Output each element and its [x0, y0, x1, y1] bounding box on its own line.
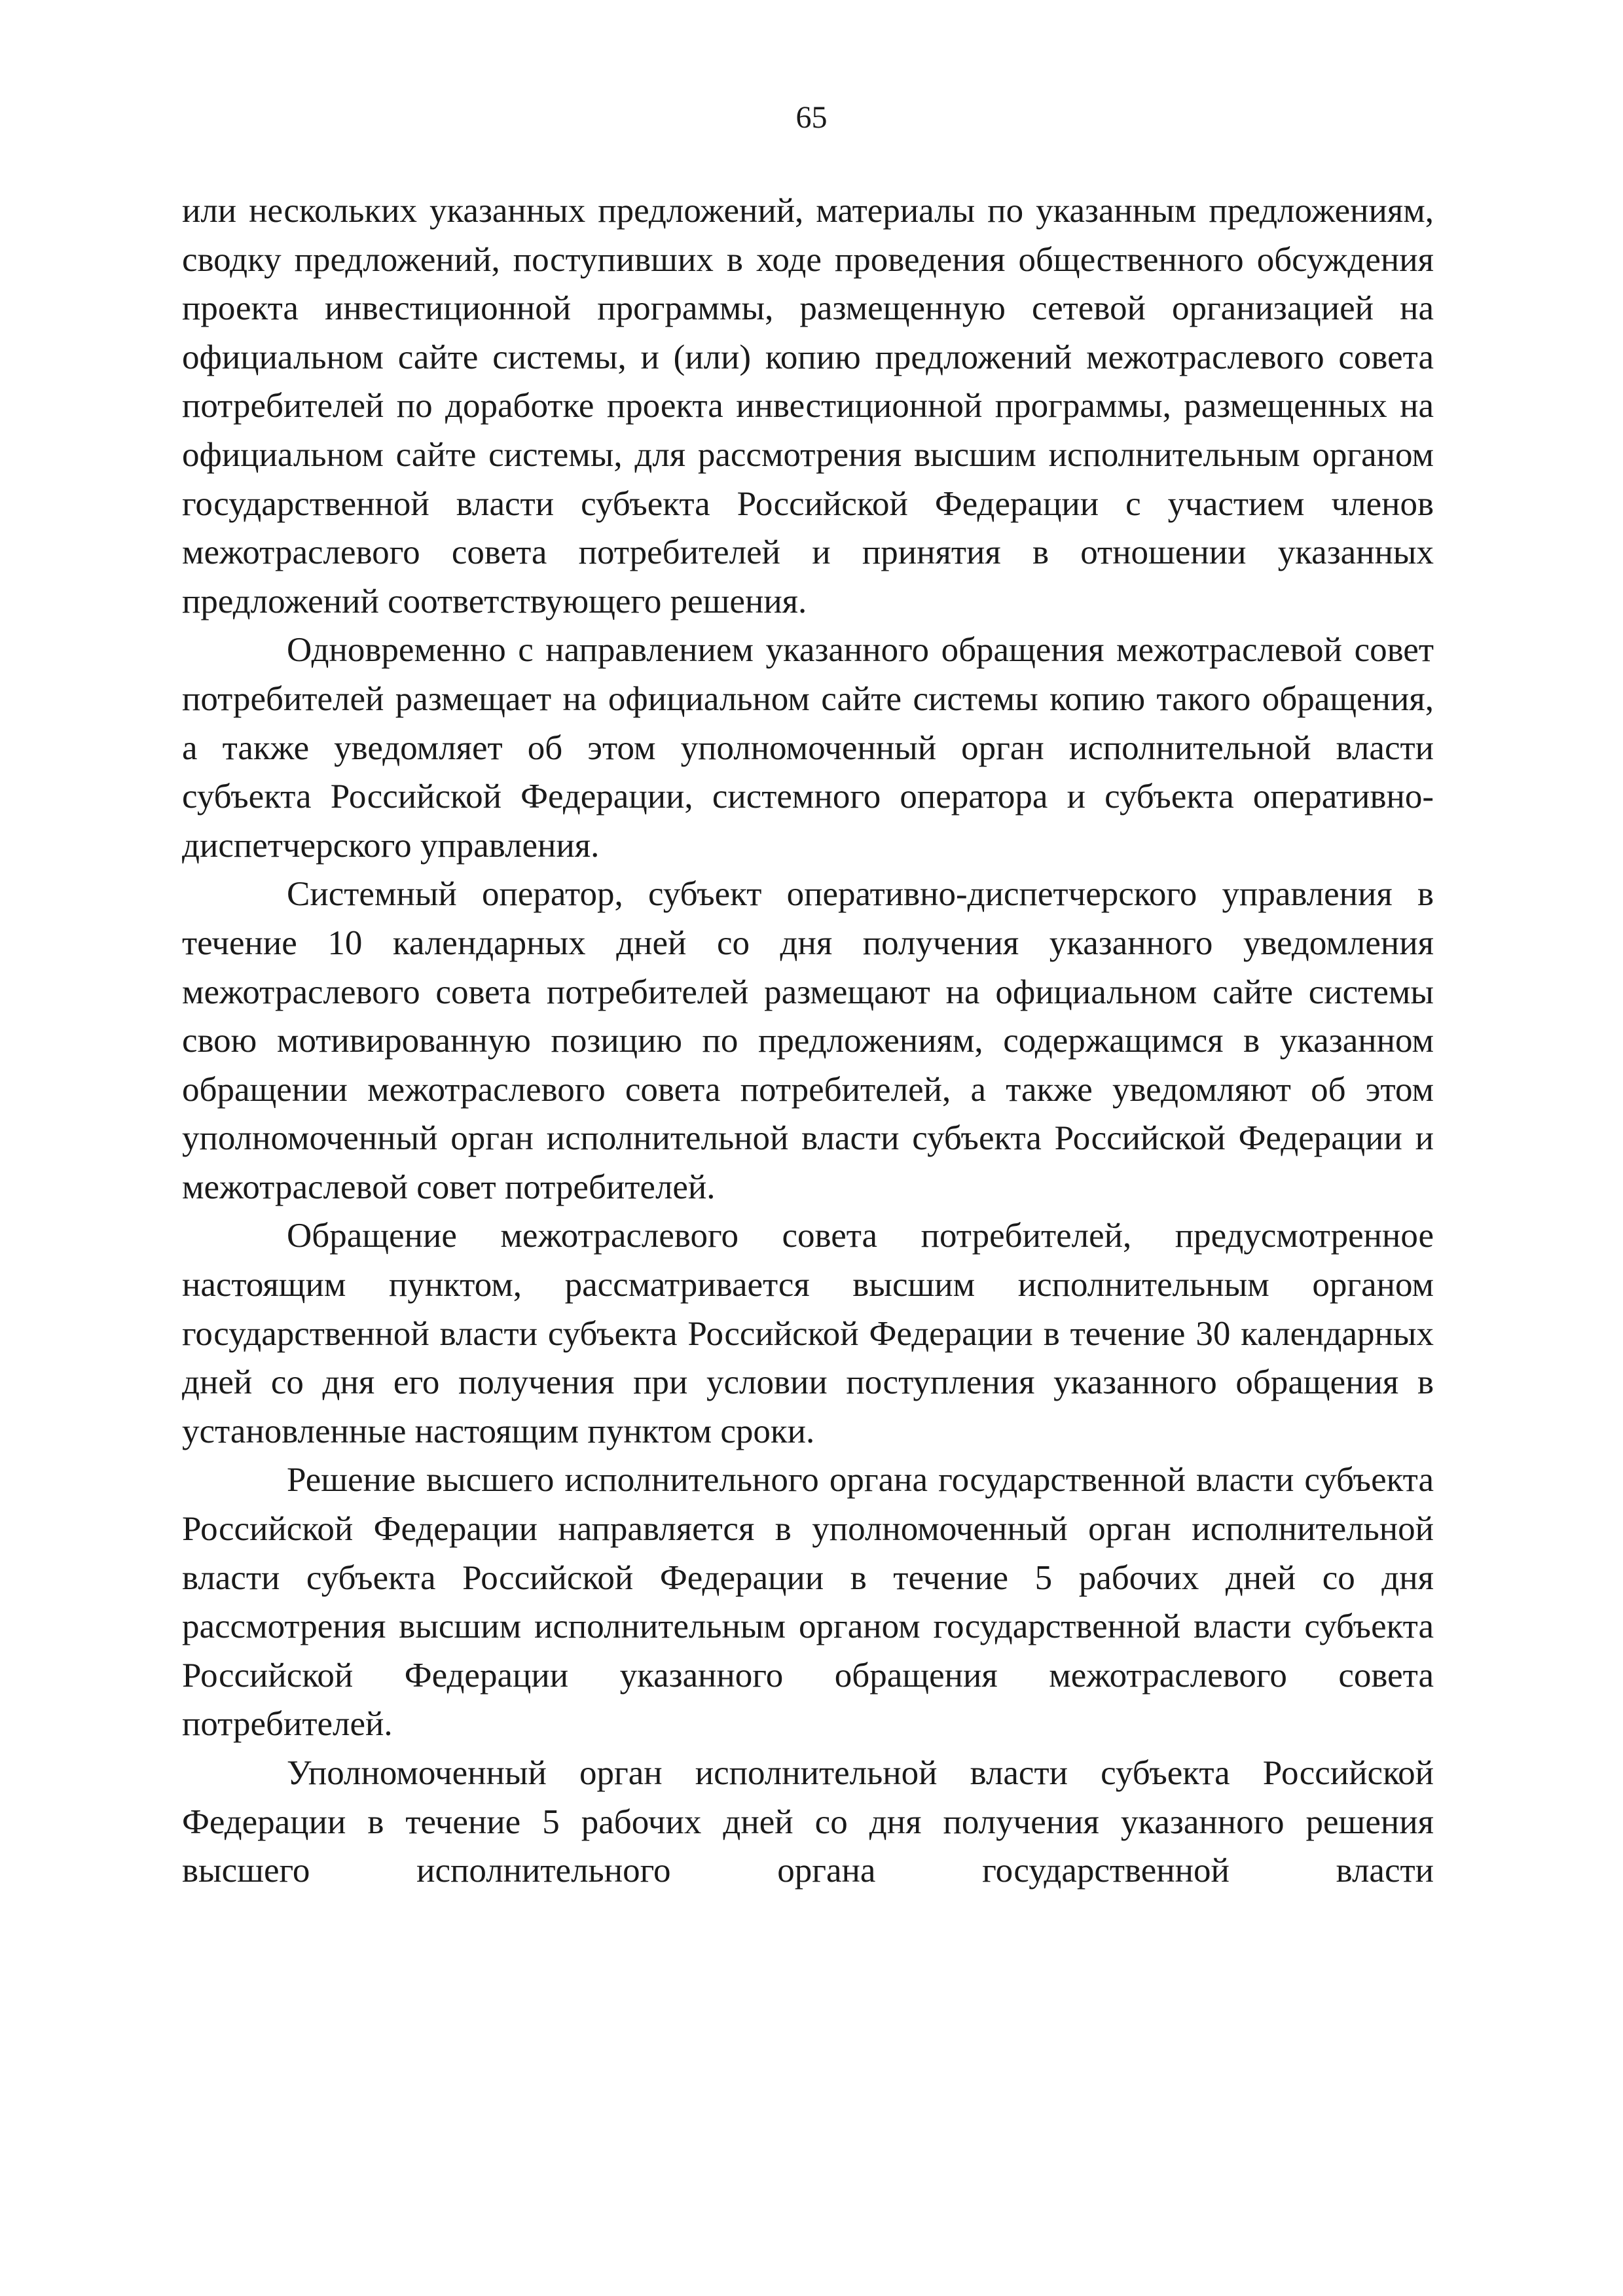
paragraph: Системный оператор, субъект оперативно-диспетчерского управления в течение 10 календарных дней со дня получения указанного уведомления межотраслевого совета потребителей размещают на официальном сайте системы свою мотивированную позицию по предложениям, содержащимся в указанном обращении межотраслевого совета потребителей, а также уведомляют об этом уполномоченный орган исполнительной власти субъекта Российской Федерации и межотраслевой совет потребителей.	[182, 875, 1434, 1206]
paragraph-continued: Уполномоченный орган исполнительной власти субъекта Российской Федерации в течение 5 рабочих дней со дня получения указанного решения высшего исполнительного органа государственной власти	[182, 1754, 1434, 1890]
document-body	[182, 187, 1434, 1895]
paragraph: Обращение межотраслевого совета потребителей, предусмотренное настоящим пунктом, рассматривается высшим исполнительным органом государственной власти субъекта Российской Федерации в течение 30 календарных дней со дня его получения при условии поступления указанного обращения в установленные настоящим пунктом сроки.	[182, 1217, 1434, 1450]
paragraph: Решение высшего исполнительного органа государственной власти субъекта Российской Федерации направляется в уполномоченный орган исполнительной власти субъекта Российской Федерации в течение 5 рабочих дней со дня рассмотрения высшим исполнительным органом государственной власти субъекта Российской Федерации указанного обращения межотраслевого совета потребителей.	[182, 1461, 1434, 1744]
paragraph: Одновременно с направлением указанного обращения межотраслевой совет потребителей размещает на официальном сайте системы копию такого обращения, а также уведомляет об этом уполномоченный орган исполнительной власти субъекта Российской Федерации, системного оператора и субъекта оперативно-диспетчерского управления.	[182, 631, 1434, 865]
page-number: 65	[795, 100, 828, 135]
paragraph: или нескольких указанных предложений, материалы по указанным предложениям, сводку предложений, поступивших в ходе проведения общественного обсуждения проекта инвестиционной программы, размещенную сетевой организацией на официальном сайте системы, и (или) копию предложений межотраслевого совета потребителей по доработке проекта инвестиционной программы, размещенных на официальном сайте системы, для рассмотрения высшим исполнительным органом государственной власти субъекта Российской Федерации с участием членов межотраслевого совета потребителей и принятия в отношении указанных предложений соответствующего решения.	[182, 192, 1434, 620]
